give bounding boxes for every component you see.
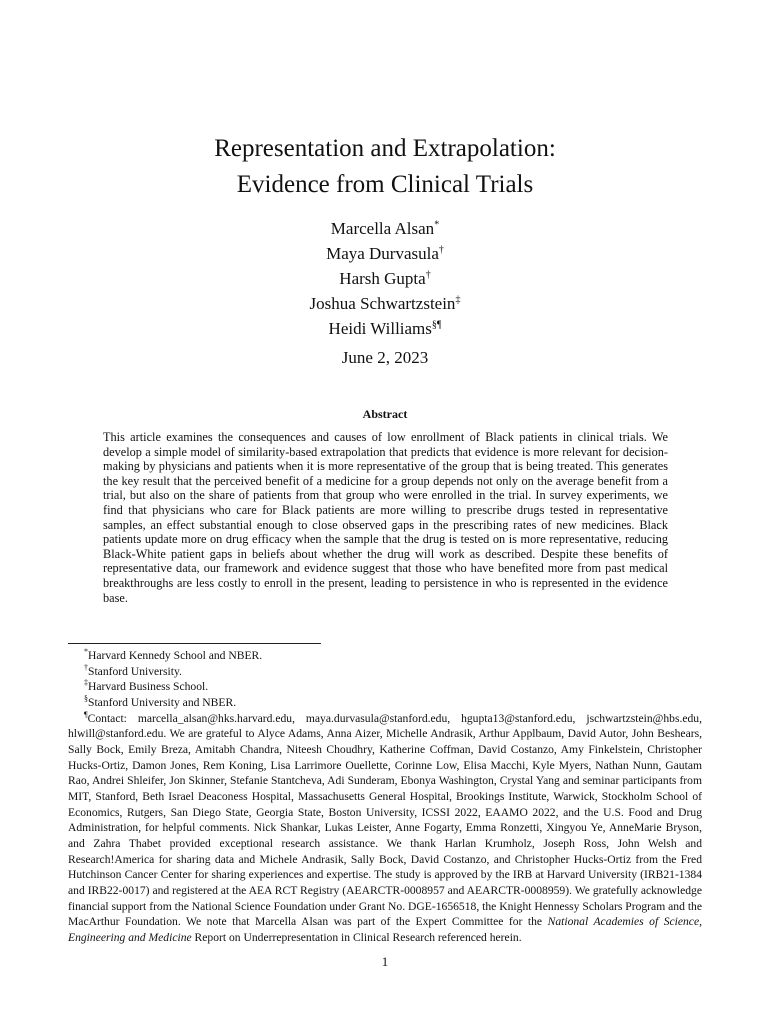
title-line-2: Evidence from Clinical Trials (236, 171, 534, 198)
footnote-affiliation-alsan (68, 648, 702, 664)
author-footnote-mark: ‡ (455, 294, 461, 306)
footnotes (68, 648, 702, 945)
footnote-text: Stanford University and NBER. (88, 695, 237, 709)
footnote-affiliation-stanford (68, 664, 702, 680)
author-williams (0, 316, 770, 341)
title-line-1: Representation and Extrapolation: (214, 135, 556, 162)
footnote-divider (68, 643, 321, 644)
author-name: Heidi Williams (328, 319, 432, 338)
abstract-heading: Abstract (362, 407, 408, 421)
page-number: 1 (381, 954, 389, 969)
footnote-mark: ‡ (84, 678, 88, 688)
author-footnote-mark: † (425, 269, 431, 281)
paper-title (0, 131, 770, 203)
footnote-contact-acknowledgements (68, 711, 702, 946)
footnote-contact-text: Contact: marcella_alsan@hks.harvard.edu, maya.durvasula@stanford.edu, hgupta13@stanford.edu, jschwartzstein@hbs.edu, hlwill@stanford.edu. We are grateful to Alyce Adams, Anna Aizer, Michelle Andrasik, Arthur Applbaum, David Autor, John Beshears, Sally Bock, Emily Breza, Amitabh Chandra, Niteesh Choudhry, Katherine Coffman, David Costanzo, Amy Finkelstein, Christopher Hucks-Ortiz, Damon Jones, Rem Koning, Lisa Larrimore Ouellette, Corinne Low, Elisa Macchi, Kyle Myers, Nathan Nunn, Gautam Rao, Andrei Shleifer, Jon Skinner, Stefanie Stantcheva, Adi Sunderam, Ebonya Washington, Crystal Yang and seminar participants from MIT, Stanford, Beth Israel Deaconess Hospital, Massachusetts General Hospital, Brookings Institute, Warwick, Stockholm School of Economics, Rutgers, San Diego State, Georgia State, Boston University, ICSSI 2022, EAAMO 2022, and the U.S. Food and Drug Administration, for helpful comments. Nick Shankar, Lukas Leister, Anne Fogarty, Emma Ronzetti, Xingyou Ye, AnneMarie Bryson, and Zahra Thabet provided exceptional research assistance. We thank Harlan Krumholz, Joseph Ross, John Welsh and Research!America for sharing data and Michele Andrasik, Sally Bock, David Costanzo, and Christopher Hucks-Ortiz from the Fred Hutchinson Cancer Center for sharing experiences and expertise. The study is approved by the IRB at Harvard University (IRB21-1384 and IRB22-0017) and registered at the AEA RCT Registry (AEARCTR-0008957 and AEARCTR-0008959). We gratefully acknowledge financial support from the National Science Foundation under Grant No. DGE-1656518, the Knight Hennessy Scholars Program and the MacArthur Foundation. We note that Marcella Alsan was part of the Expert Committee for the (68, 711, 702, 929)
footnote-affiliation-hbs (68, 679, 702, 695)
footnote-italic-institution: National Academies of Science, Engineering and Medicine (68, 915, 702, 944)
footnote-affiliation-williams (68, 695, 702, 711)
footnote-text: Harvard Business School. (88, 680, 209, 694)
author-gupta (0, 266, 770, 291)
author-footnote-mark: §¶ (431, 319, 442, 331)
footnote-contact-text-end: Report on Underrepresentation in Clinical Research referenced herein. (194, 930, 522, 944)
footnote-text: Harvard Kennedy School and NBER. (88, 649, 263, 662)
author-list (0, 216, 770, 370)
author-name: Marcella Alsan (330, 219, 435, 238)
footnote-mark: * (84, 647, 88, 657)
author-name: Maya Durvasula (326, 244, 439, 263)
footnote-text: Stanford University. (88, 664, 182, 678)
footnote-mark: ¶ (84, 709, 88, 719)
author-schwartzstein (0, 291, 770, 316)
footnote-mark: § (84, 694, 88, 704)
author-footnote-mark: * (434, 219, 440, 231)
author-durvasula (0, 241, 770, 266)
author-alsan (0, 216, 770, 241)
footnote-mark: † (84, 662, 88, 672)
author-footnote-mark: † (438, 244, 444, 256)
author-name: Joshua Schwartzstein (309, 294, 456, 313)
abstract-text: This article examines the consequences and causes of low enrollment of Black patients in clinical trials. We develop a simple model of similarity-based extrapolation that predicts that evidence is more relevant for decision-making by physicians and patients when it is more representative of the group that is being treated. This generates the key result that the perceived benefit of a medicine for a group depends not only on the average benefit from a trial, but also on the share of patients from that group who were enrolled in the trial. In survey experiments, we find that physicians who care for Black patients are more willing to prescribe drugs tested in representative samples, an effect substantial enough to close observed gaps in the prescribing rates of new medicines. Black patients update more on drug efficacy when the sample that the drug is tested on is more representative, reducing Black-White patient gaps in beliefs about whether the drug will work as described. Despite these benefits of representative data, our framework and evidence suggest that those who have benefited more from past medical breakthroughs are less costly to enroll in the present, leading to persistence in who is represented in the evidence base. (103, 430, 668, 605)
publication-date: June 2, 2023 (341, 348, 429, 367)
author-name: Harsh Gupta (339, 269, 426, 288)
